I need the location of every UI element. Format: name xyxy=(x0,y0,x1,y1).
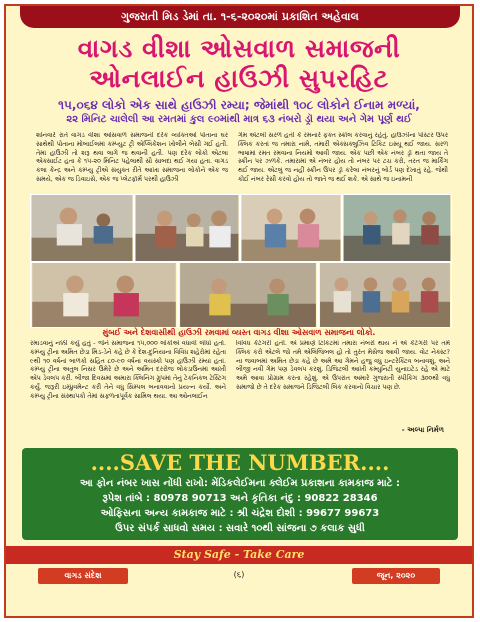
subhead-line1: ૧૫,૦૬૪ લોકો એક સાથે હાઉઝી રમ્યા; જેમાંથી ૧૦૮ લોકોને ઈનામ મળ્યાં, xyxy=(58,98,420,112)
subhead-line2: ૨૨ મિનિટ ચાલેલી આ રમતમાં કુલ ૯૦માંથી માત્ર ૬૩ નંબરો ડ્રૉ થયા અને ગેમ પૂર્ણ થઈ xyxy=(66,114,412,125)
photo-large-family xyxy=(318,262,452,328)
save-line-3: ઓફિસના અન્ય કામકાજ માટે : શ્રી ચંદ્રેશ દોશી : 99677 99673 xyxy=(100,508,380,519)
article-column-3: રમાડવાનું નક્કી કર્યું હતું - જેને સમાજના ૧૫,૦૦૦ લોકોએ વધાવી લીધો હતો. કમ્પ્યુ ટ્રીના અમિત છેડા મિડ-ડેને કહે છે કે દેશ-દુનિયાના વિવિધ શહેરોમાં રહેતા ૯થી ૧૦ વર્ષનાં બાળકો સહિત ૮૦-૯૦ વર્ષના વયસ્કો પણ હાઉઝી રમ્યાં હતાં. કમ્પ્યુ ટ્રીના અતુલ નિસર ઉમેરે છે અને અમિત દરરોજ લોકડાઉનમાં આખી એપ ડેવલપ કરી. બીજા દિવસમાં અમારા ક્લિનિંગ ગ્રુપમાં તેનું ટેકનિકલ ટેસ્ટિંગ કર્યું. જરૂરી ઇમ્પ્રુવમેન્ટ કરી તેને વધુ સિમ્પલ બનાવવાનો પ્રયત્ન કર્યો. અને કમ્પ્યુ ટ્રીના સંસ્થાપકો તેમાં સફળતાપૂર્વક સામિલ થયા. આ ઓનલાઈન xyxy=(30,340,226,400)
photo-man-at-table xyxy=(30,194,134,262)
save-line-4: ઉપર સંપર્ક સાધવો સમય : સવારે ૧૦થી સાંજના ૭ કલાક સુધી xyxy=(115,523,365,534)
photo-women-playing xyxy=(178,262,318,328)
save-line-1: આ ફોન નંબર ખાસ નોંધી રાખો: મેંડિકલેઈમના ક્લેઈમ પ્રકાશના કામકાજ માટે : xyxy=(80,478,400,489)
article-column-1: શનિવારે રાતે વાગડ વીશા ઓસવાળ સમાજની દરેક વ્યક્તિઓ પોતાના ઘર સાથેથી પોતાના મોબાઈલમાં કમ્પ્યુટ ટ્રી એપ્લિકેશન ખોલીને બેસી ગઈ હતી. તેમાં હાઉઝી તો શરૂ થવા લાગે જ થવાની હતી. પણ દરેક લોકો એટલા એક્સાઈટ હતા કે ૧૫-૨૦ મિનિટ પહેલાથી સૌ સાબદા થઈ ગયા હતા. વાગડ કલા કેન્દ્ર અને કમ્પ્યુ ટ્રીએ સંયુક્ત રીતે આખા સમાજના લોકોને એક જ સમયે, એક જ ડિવાઇસે, એક જ પ્લેટફૉર્મ પરથી હાઉઝી xyxy=(36,132,228,183)
photo-caption: મુંબઈ અને દેશવાસીથી હાઉઝી રમવામાં વ્યસ્ત વાગડ વીશા ઓસવાળ સમાજના લોકો. xyxy=(102,328,376,337)
author-signature: - અલ્પા નિર્મળ xyxy=(401,426,444,434)
stay-safe-banner: Stay Safe - Take Care xyxy=(6,546,472,564)
article-column-2: ગેમ એટલી સરળ હતી કે રમનારે ફક્ત સ્ક્રોલ કરવાનું રહેતું. હાઉઝીના પોસ્ટર ઉપર ક્લિક કરતાં જ તમારા નામે, તમારી એક્સક્લુઝિવ ટિકિટ ઇસ્યૂ થઈ જાય. સરળ ભાષામાં રમત રમવાના નિયમો આવી જાય. એક પછી એક નંબર ડ્રૉ થતા જાય તે સ્ક્રીન પર ઝળકે. તમારામાં એ નંબર હોય તો નંબર પર ટચ કરો, તરત જ માર્કિંગ થઈ જાય. એટલું જ નહીં સ્ક્રીન ઉપર ડ્રૉ કરેલા નંબરનું બોર્ડ પણ દેખાતું રહે. જેથી કોઈ નંબર રેસી કરવો હોય તો જાતે જ થઈ શકે. એ સાથે જ ઇનામની xyxy=(238,132,448,183)
page-footer xyxy=(6,568,472,586)
photo-elder-couple xyxy=(30,262,178,328)
headline-line1: વાગડ વીશા ઓસવાળ સમાજની xyxy=(77,34,401,63)
footer-page-number: (૬) xyxy=(233,570,245,579)
source-banner: ગુજરાતી મિડ ડેમાં તા. ૧-૬-૨૦૨૦માં પ્રકાશિત અહેવાલ xyxy=(20,6,460,28)
save-the-number-box xyxy=(22,448,458,540)
footer-publication-name: વાગડ સંદેશ xyxy=(38,568,128,584)
article-column-4: વિવિધ કેટેગરી હતી. એ પ્રમાણે ટિકિટમાં તમારા નંબરો થાય ને એ કેટેગરી પર તમે ક્લિક કરો એટલે જો તમે એલિજિબલ હો તો તુરંત મેસેજ આવી જાય. વોટ નેક્સ્ટ? ના જવાબમાં અમિત છેડા કહે છે અમે આ ગેમને હજુ વધુ ઇન્ટરેક્ટિવ બનાવશું, અને બીજી નવી ગેમ પણ ડેવલપ કરશું. ડિજિટલી આખી કમ્યુનિટી યુનાઇટેડ રહે એ માટે અમે આવા પ્રોગ્રામ કરતા રહેશું. એ ઉપરાંત અમારે ગુજરાતી સ્પીકિંગ ૩૦૦થી વધુ સમાજો છે તે દરેક સમાજને ડિજિટલી લિંક કરવાનો વિચાર પણ છે. xyxy=(236,340,450,391)
save-line-2: રૂપેશ તાંબે : 80978 90713 અને કૃતિકા નંદુ : 90822 28346 xyxy=(102,493,378,504)
photo-collage xyxy=(30,194,452,328)
photo-group-outdoor xyxy=(342,194,452,262)
photo-couple-phones xyxy=(240,194,342,262)
headline-line2: ઓનલાઈન હાઉઝી સુપરહિટ xyxy=(89,64,389,93)
footer-issue-date: જૂન, ૨૦૨૦ xyxy=(352,568,440,584)
photo-family-sofa xyxy=(134,194,240,262)
newsletter-page xyxy=(4,4,474,618)
save-title: ....SAVE THE NUMBER.... xyxy=(90,450,390,475)
